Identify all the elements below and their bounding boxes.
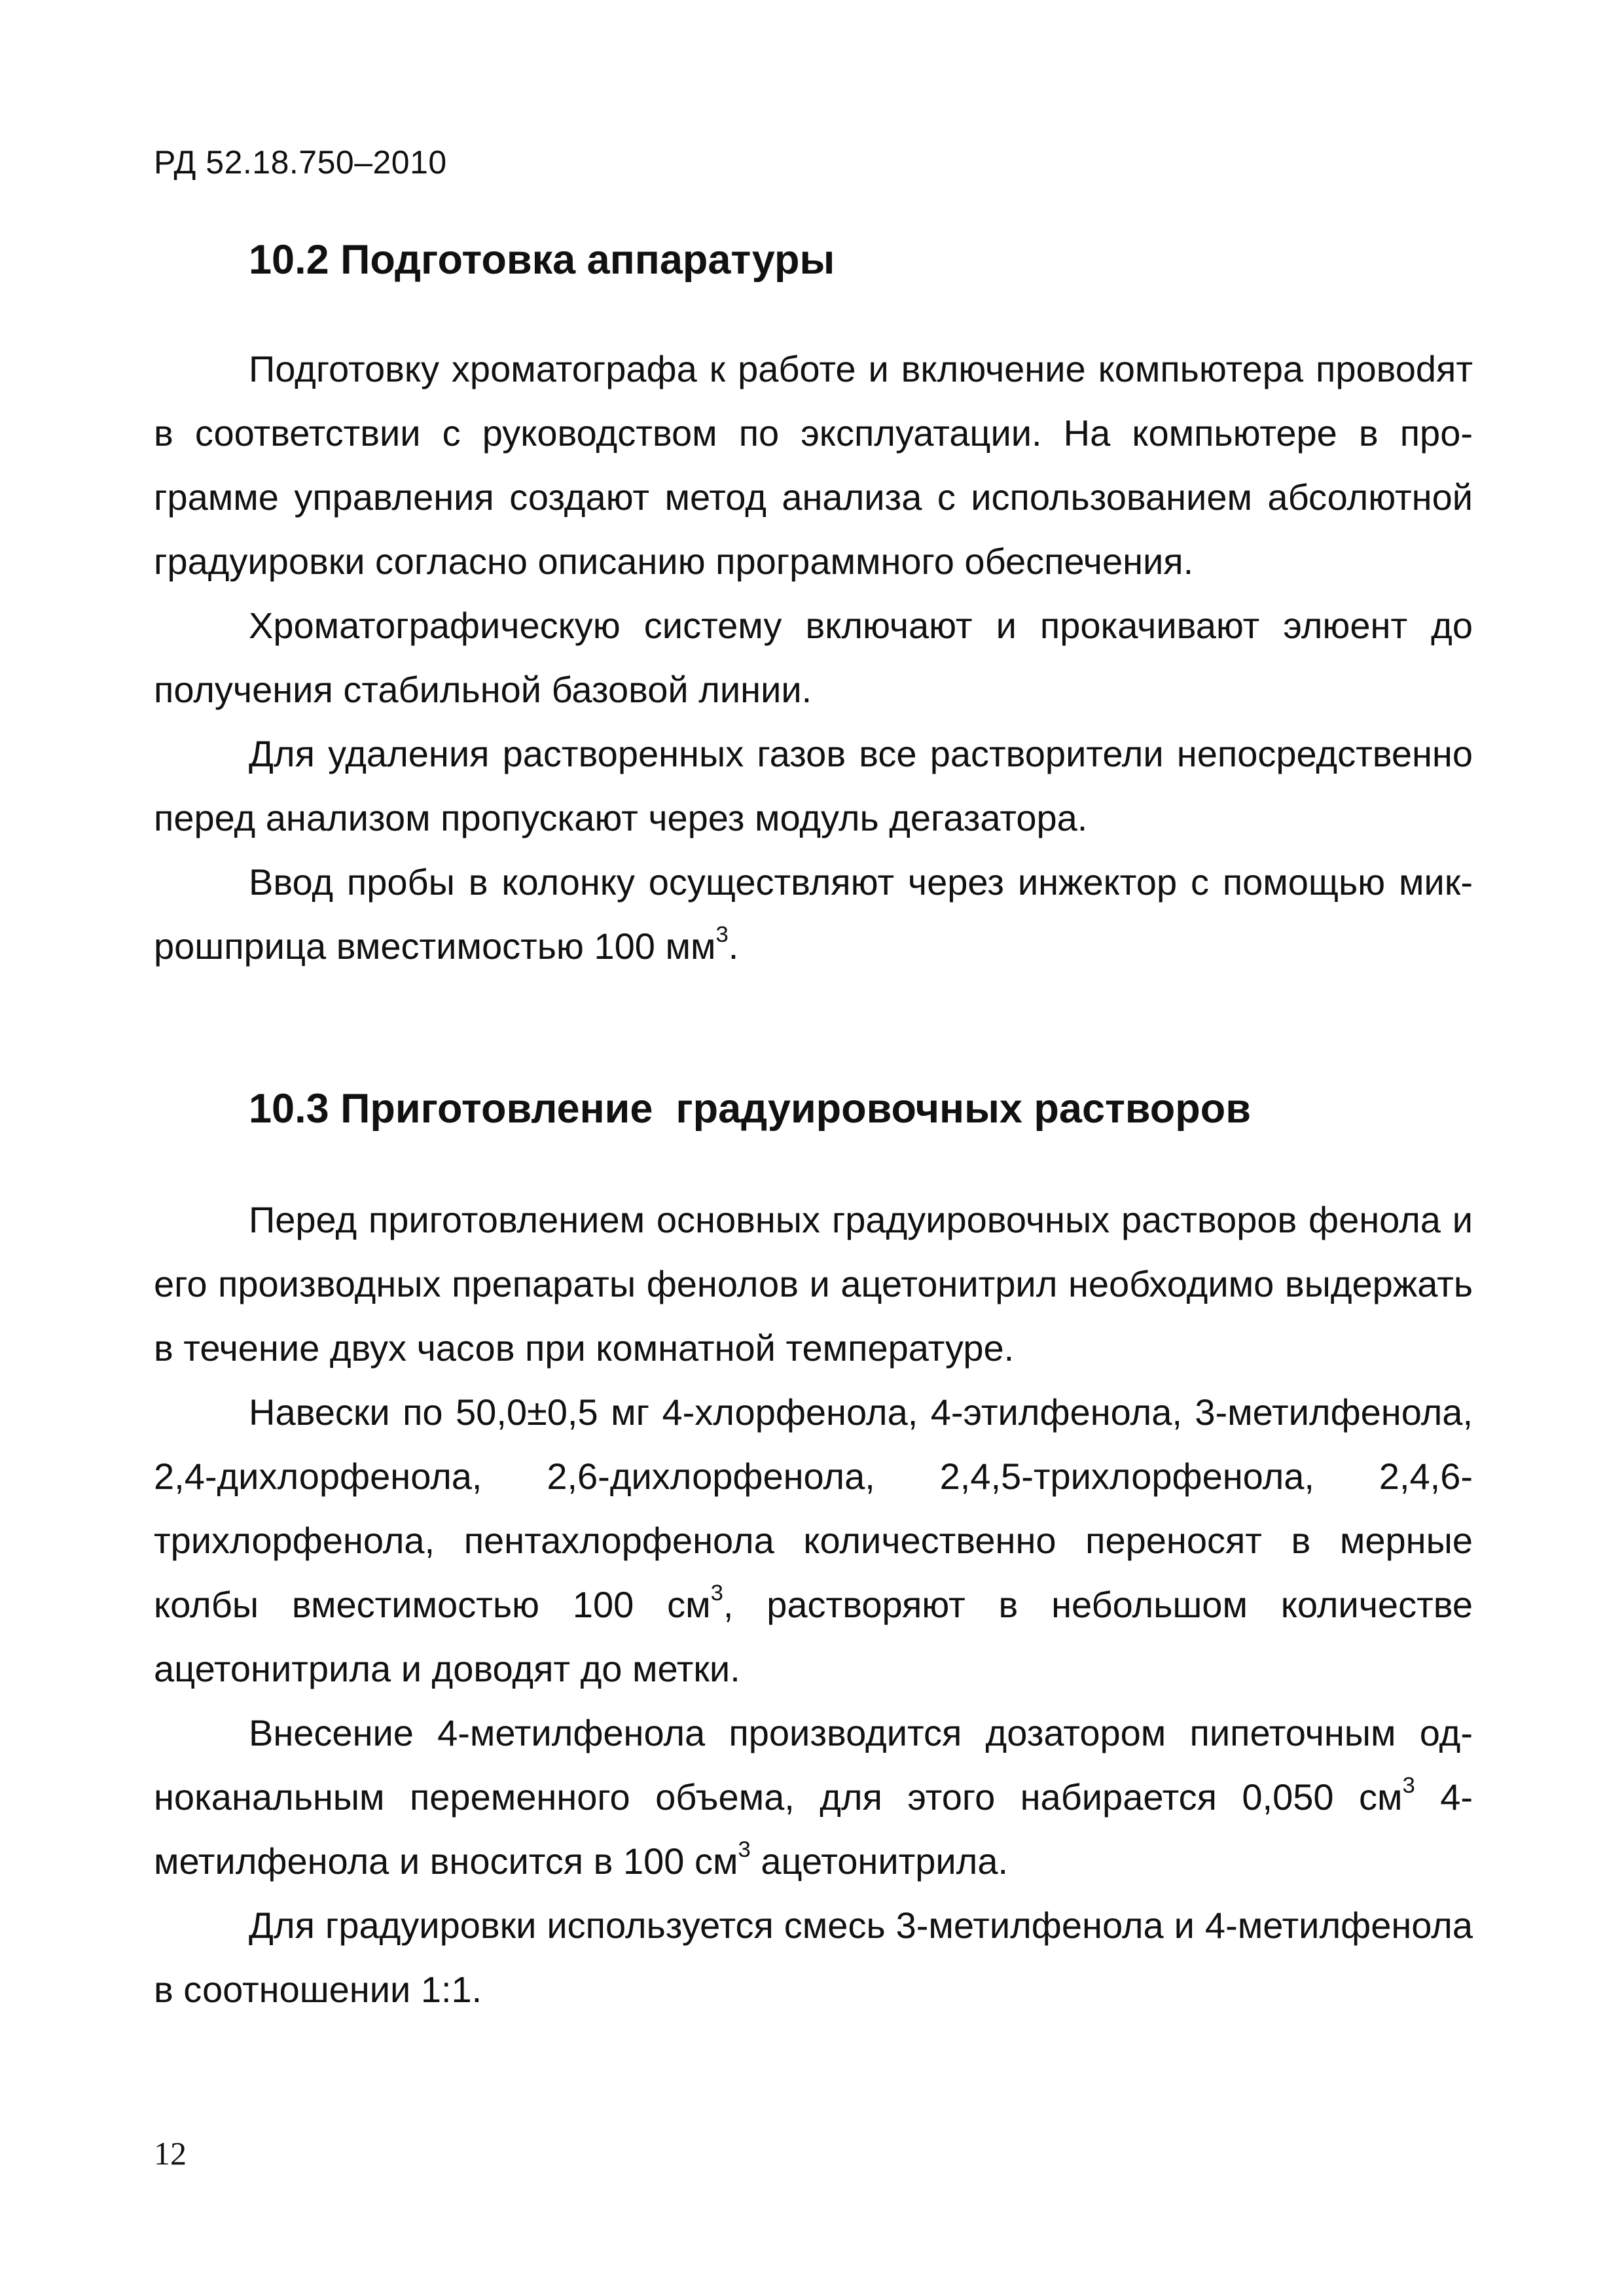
paragraph-text: , растворяют в небольшом количестве ацетонитрила и доводят до метки.	[154, 1584, 1473, 1689]
section-heading: 10.3 Приготовление градуировочных растворов	[249, 1086, 1251, 1132]
paragraph-text: Для удаления растворенных газов все растворители непосредственно перед анализом пропускают через модуль дегазатора.	[154, 733, 1473, 838]
section-body	[154, 1188, 1473, 2022]
paragraph	[154, 1893, 1473, 2022]
paragraph	[154, 1380, 1473, 1701]
paragraph	[154, 1188, 1473, 1380]
paragraph-text: .	[728, 925, 739, 967]
page-number: 12	[154, 2135, 187, 2172]
paragraph	[154, 337, 1473, 594]
paragraph	[154, 722, 1473, 850]
superscript-exponent: 3	[738, 1837, 751, 1862]
paragraph	[154, 594, 1473, 722]
paragraph-text: Для градуировки используется смесь 3-метилфенола и 4-метилфенола в соотношении 1:1.	[154, 1905, 1473, 2010]
paragraph	[154, 1701, 1473, 1893]
document-code: РД 52.18.750–2010	[154, 144, 447, 181]
paragraph-text: Подготовку хроматографа к работе и включение компьютера провоdят в соответствии с руководством по эксплуатации. На компьютере в программе управления создают метод анализа с использованием абсолютной градуировки согласно описанию программного обеспечения.	[154, 348, 1473, 582]
paragraph-text: 4-метилфенола и вносится в 100 см	[154, 1776, 1473, 1882]
section-heading: 10.2 Подготовка аппаратуры	[249, 237, 835, 283]
paragraph-text: Внесение 4-метилфенола производится дозатором пипеточным одноканальным переменного объема, для этого набирается 0,050 см	[154, 1712, 1473, 1818]
paragraph-text: ацетонитрила.	[750, 1840, 1009, 1882]
paragraph	[154, 850, 1473, 978]
paragraph-text: Навески по 50,0±0,5 мг 4-хлорфенола, 4-этилфенола, 3-метилфенола, 2,4-дихлорфенола, 2,6-дихлорфенола, 2,4,5-трихлорфенола, 2,4,6-трихлорфенола, пентахлорфенола количественно переносят в мерные колбы вместимостью 100 см	[154, 1391, 1473, 1625]
paragraph-text: Ввод пробы в колонку осуществляют через инжектор с помощью микрошприца вместимостью 100 мм	[154, 861, 1473, 967]
superscript-exponent: 3	[1402, 1772, 1415, 1798]
section-body	[154, 337, 1473, 978]
superscript-exponent: 3	[715, 922, 729, 947]
superscript-exponent: 3	[710, 1580, 723, 1605]
paragraph-text: Перед приготовлением основных градуировочных растворов фенола и его производных препараты фенолов и ацетонитрил необходимо выдержать в течение двух часов при комнатной температуре.	[154, 1199, 1473, 1369]
paragraph-text: Хроматографическую систему включают и прокачивают элюент до получения стабильной базовой линии.	[154, 605, 1473, 710]
